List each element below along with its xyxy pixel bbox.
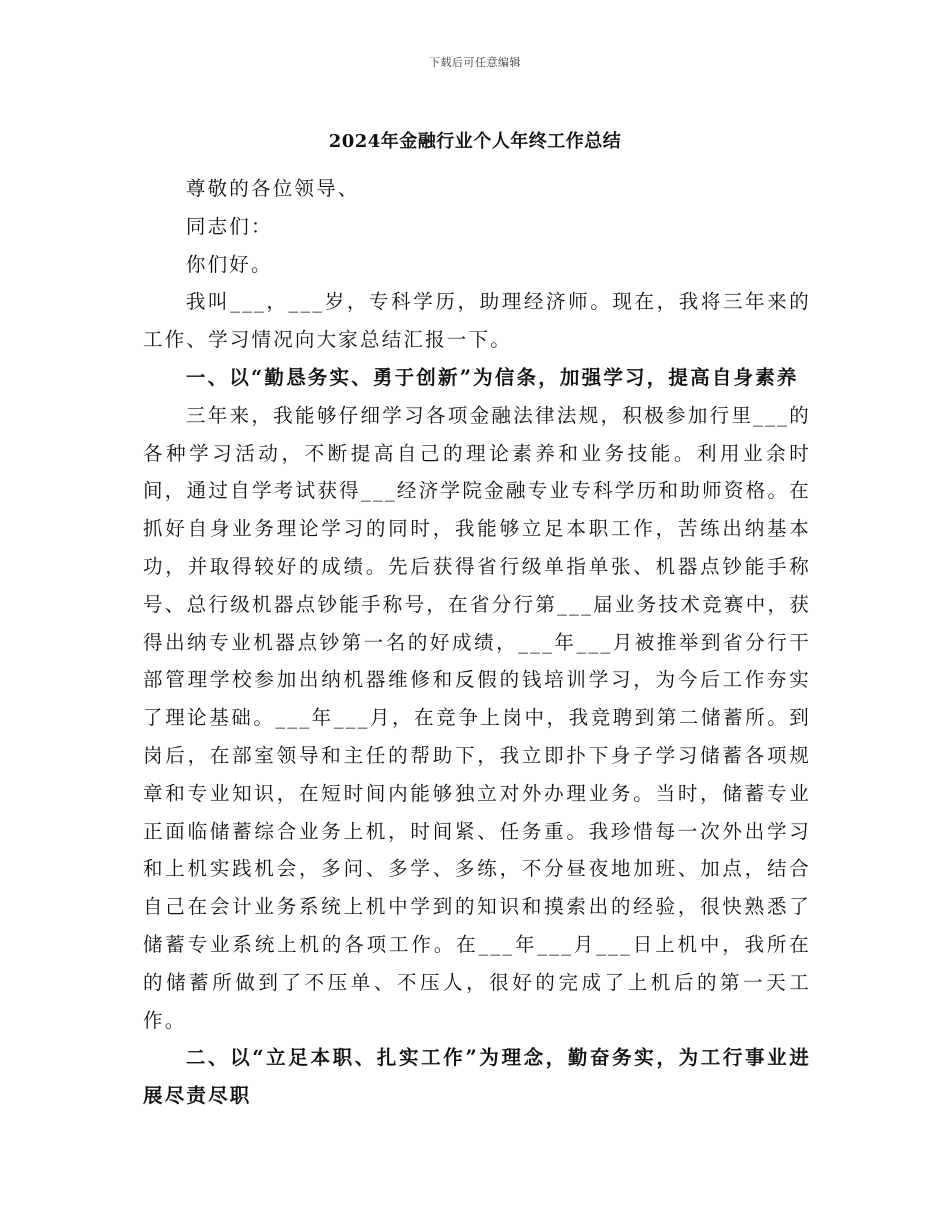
page-title: 2024年金融行业个人年终工作总结 xyxy=(328,131,622,152)
header-note: 下载后可任意编辑 xyxy=(429,56,521,69)
section-1-paragraph: 三年来，我能够仔细学习各项金融法律法规，积极参加行里___的各种学习活动，不断提高自己的理论素养和业务技能。利用业余时间，通过自学考试获得___经济学院金融专业专科学历和助师资格。在抓好自身业务理论学习的同时，我能够立足本职工作，苦练出纳基本功，并取得较好的成绩。先后获得省行级单指单张、机器点钞能手称号、总行级机器点钞能手称号，在省分行第___届业务技术竞赛中，获得出纳专业机器点钞第一名的好成绩，___年___月被推举到省分行干部管理学校参加出纳机器维修和反假的钱培训学习，为今后工作夯实了理论基础。___年___月，在竞争上岗中，我竞聘到第二储蓄所。到岗后，在部室领导和主任的帮助下，我立即扑下身子学习储蓄各项规章和专业知识，在短时间内能够独立对外办理业务。当时，储蓄专业正面临储蓄综合业务上机，时间紧、任务重。我珍惜每一次外出学习和上机实践机会，多问、多学、多练，不分昼夜地加班、加点，结合自己在会计业务系统上机中学到的知识和摸索出的经验，很快熟悉了储蓄专业系统上机的各项工作。在___年___月___日上机中，我所在的储蓄所做到了不压单、不压人，很好的完成了上机后的第一天工作。 xyxy=(143,403,811,1032)
intro-paragraph: 我叫___，___岁，专科学历，助理经济师。现在，我将三年来的工作、学习情况向大家总结汇报一下。 xyxy=(143,290,811,352)
salutation-line-1: 尊敬的各位领导、 xyxy=(185,177,360,200)
document-body xyxy=(143,170,811,1115)
salutation-line-2: 同志们： xyxy=(185,214,273,238)
section-heading-1: 一、以“勤恳务实、勇于创新”为信条，加强学习，提高自身素养 xyxy=(185,365,799,389)
greeting: 你们好。 xyxy=(185,252,273,276)
section-heading-2: 二、以“立足本职、扎实工作”为理念，勤奋务实，为工行事业进展尽责尽职 xyxy=(143,1046,811,1108)
